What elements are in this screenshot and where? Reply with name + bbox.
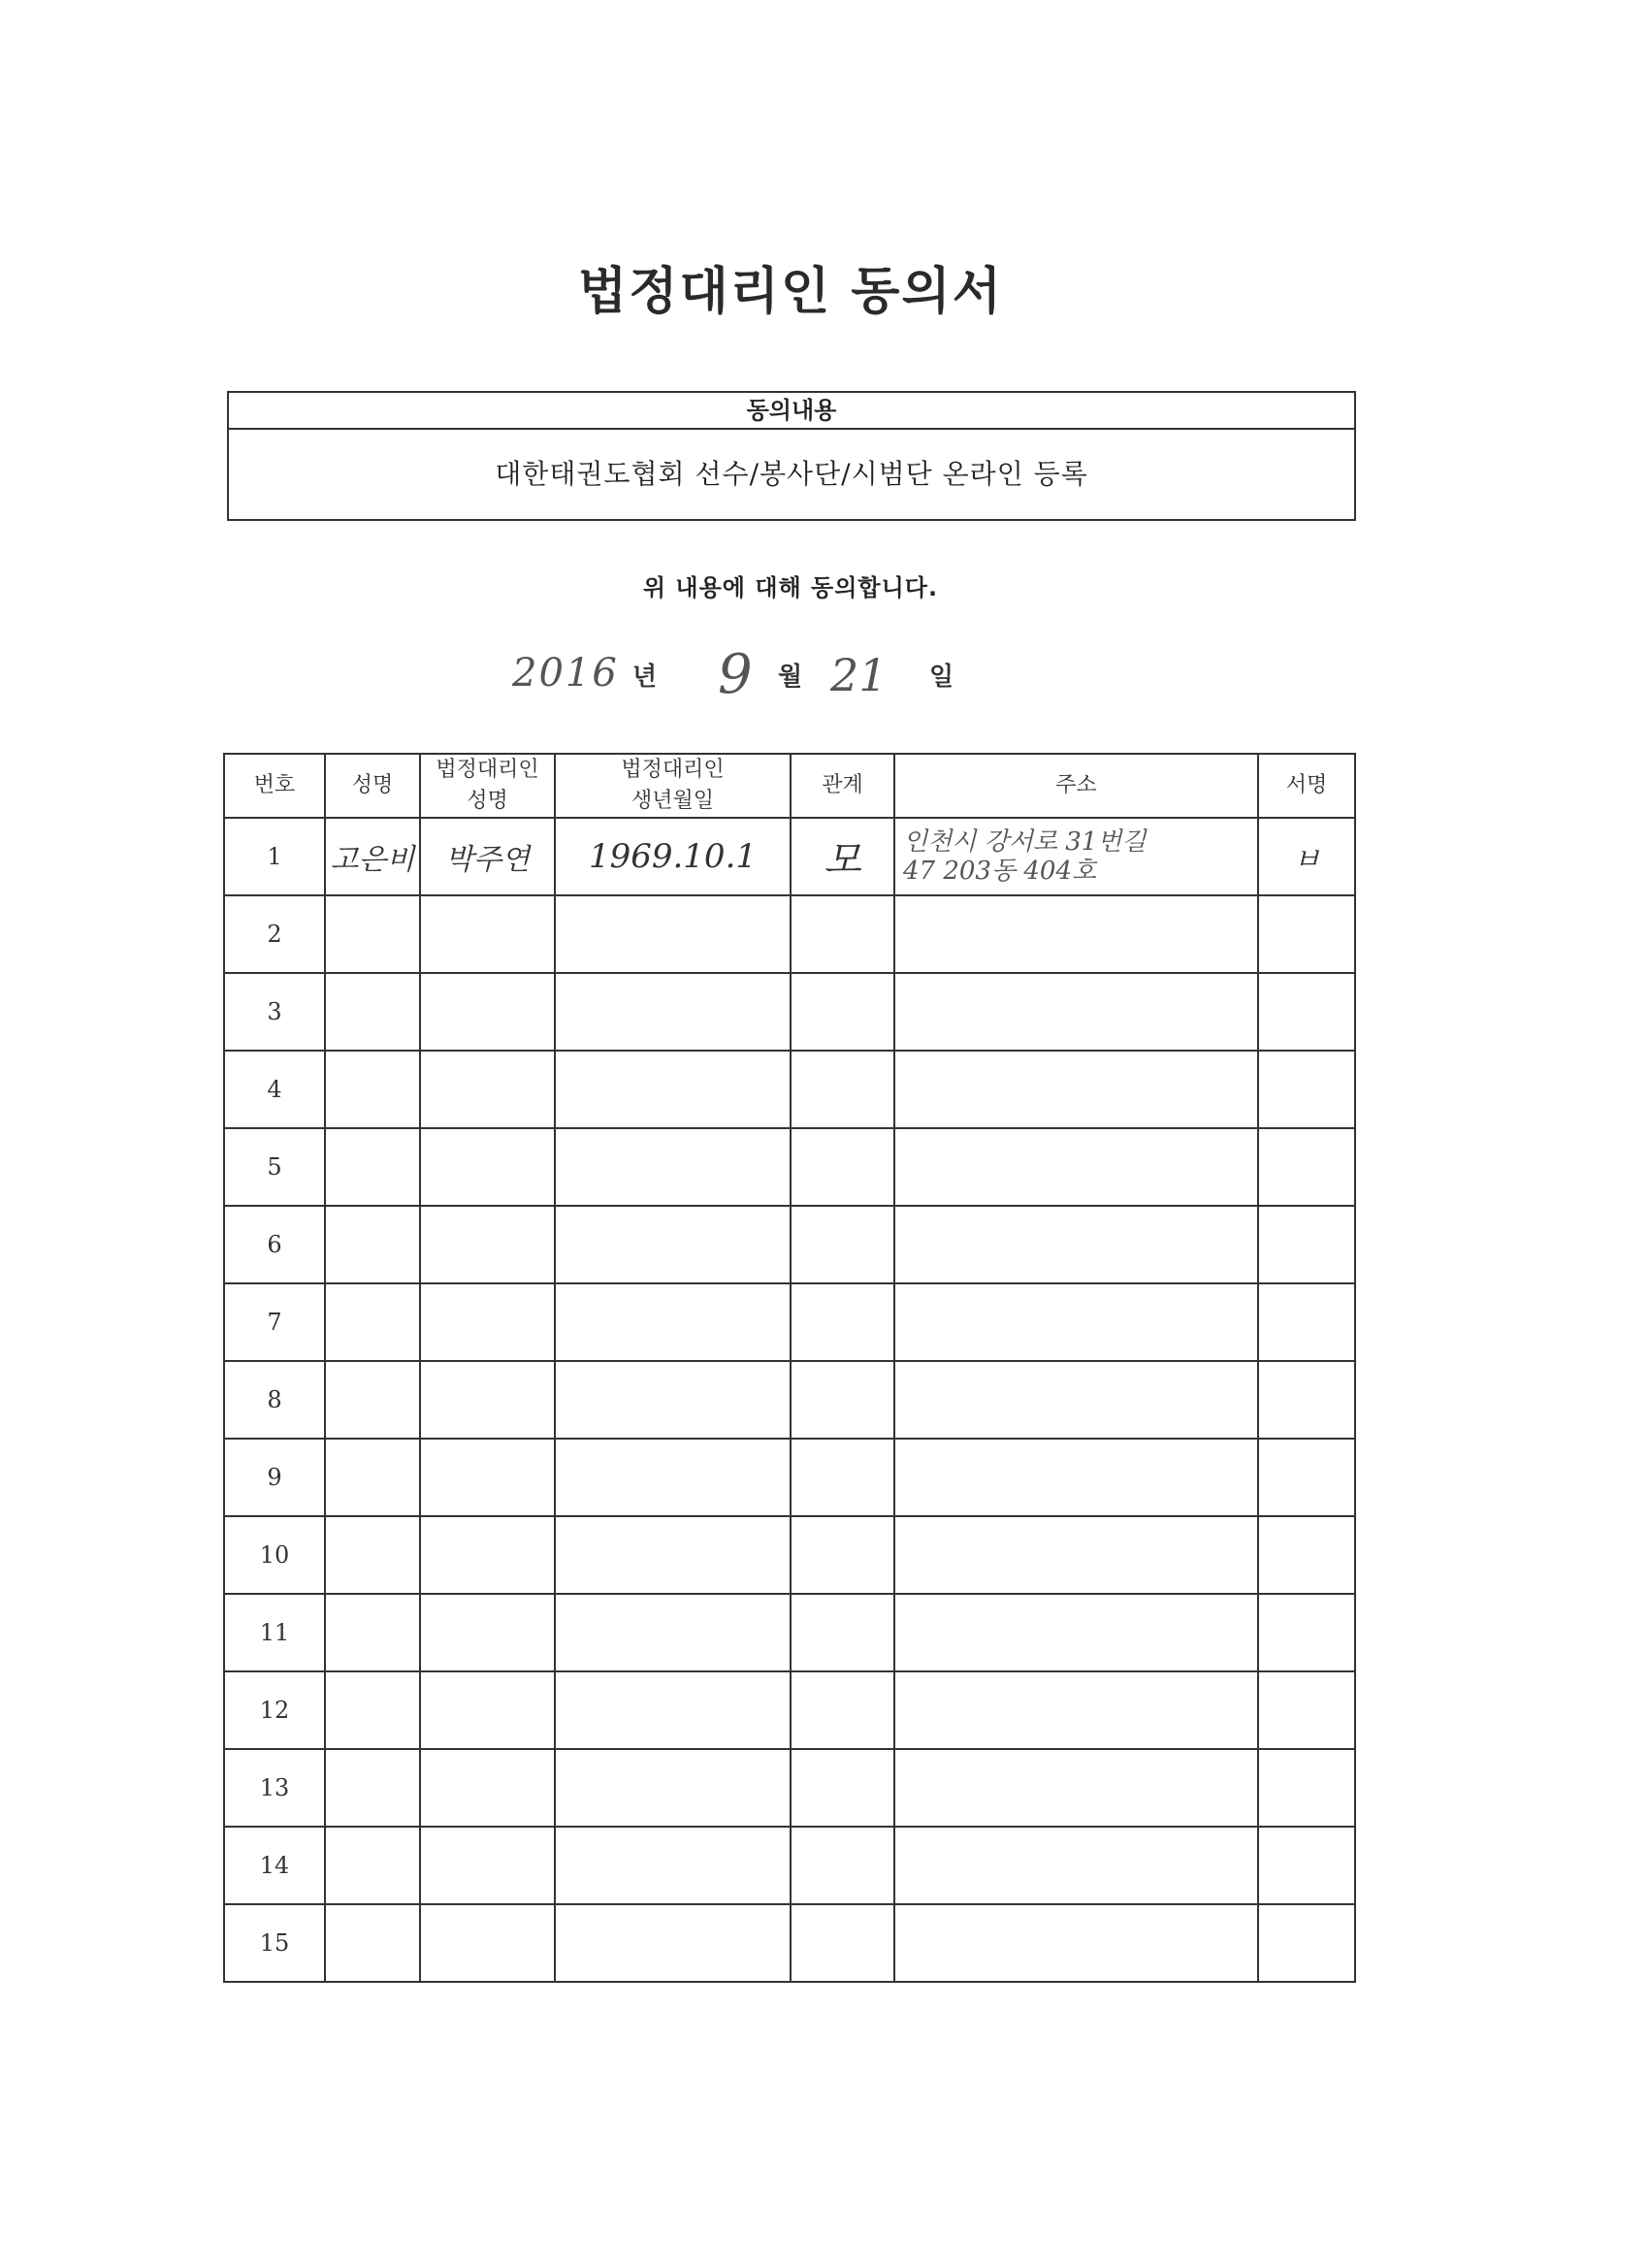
signature-cell	[1258, 1439, 1355, 1516]
member-table	[223, 753, 1356, 1983]
member-name-cell	[325, 1361, 420, 1439]
relation-cell	[791, 1206, 894, 1283]
relation-cell	[791, 1904, 894, 1982]
address-cell	[894, 1361, 1258, 1439]
signature-cell	[1258, 1206, 1355, 1283]
relation-cell	[791, 1361, 894, 1439]
address-cell	[894, 1594, 1258, 1671]
table-header-row	[224, 754, 1355, 818]
date-month-handwritten: 9	[718, 643, 753, 706]
relation-cell	[791, 1439, 894, 1516]
guardian-birth-cell	[555, 1051, 791, 1128]
member-name-cell	[325, 1749, 420, 1827]
header-guardian-name-line1: 법정대리인	[436, 758, 539, 782]
row-number-cell: 3	[224, 973, 325, 1051]
relation-cell	[791, 1749, 894, 1827]
guardian-name-cell	[420, 1904, 555, 1982]
guardian-birth-cell	[555, 1749, 791, 1827]
member-name-cell	[325, 1206, 420, 1283]
guardian-birth-cell	[555, 1206, 791, 1283]
table-row	[224, 973, 1355, 1051]
guardian-name-cell	[420, 1516, 555, 1594]
table-row	[224, 1904, 1355, 1982]
guardian-name-cell: 박주연	[420, 818, 555, 895]
address-cell	[894, 1904, 1258, 1982]
table-row	[224, 818, 1355, 895]
guardian-name-cell	[420, 1439, 555, 1516]
header-guardian-birth-line2: 생년월일	[630, 789, 714, 813]
table-row	[224, 1671, 1355, 1749]
row-number-cell: 14	[224, 1827, 325, 1904]
guardian-name-cell	[420, 1206, 555, 1283]
table-body	[224, 818, 1355, 1982]
row-number-cell: 2	[224, 895, 325, 973]
date-month-unit: 월	[778, 663, 803, 692]
member-name-cell	[325, 973, 420, 1051]
signature-cell	[1258, 1051, 1355, 1128]
relation-cell	[791, 1051, 894, 1128]
address-cell	[894, 1439, 1258, 1516]
signature-cell	[1258, 1128, 1355, 1206]
signature-cell	[1258, 1827, 1355, 1904]
guardian-name-cell	[420, 895, 555, 973]
member-name-cell	[325, 1904, 420, 1982]
row-number-cell: 1	[224, 818, 325, 895]
address-cell	[894, 973, 1258, 1051]
table-row	[224, 1516, 1355, 1594]
address-line-2: 47 203동 404호	[903, 857, 1097, 886]
address-cell	[894, 1749, 1258, 1827]
signature-cell	[1258, 1516, 1355, 1594]
row-number-cell: 9	[224, 1439, 325, 1516]
relation-cell: 모	[791, 818, 894, 895]
relation-cell	[791, 1283, 894, 1361]
signature-cell	[1258, 973, 1355, 1051]
header-relation: 관계	[791, 754, 894, 818]
member-name-cell	[325, 1827, 420, 1904]
table-row	[224, 895, 1355, 973]
signature-cell	[1258, 1671, 1355, 1749]
guardian-birth-cell	[555, 973, 791, 1051]
row-number-cell: 5	[224, 1128, 325, 1206]
signature-cell	[1258, 895, 1355, 973]
member-name-cell	[325, 1671, 420, 1749]
guardian-name-cell	[420, 1361, 555, 1439]
guardian-birth-cell	[555, 895, 791, 973]
guardian-birth-cell	[555, 1439, 791, 1516]
address-cell	[894, 1206, 1258, 1283]
row-number-cell: 15	[224, 1904, 325, 1982]
signature-cell: ㅂ	[1258, 818, 1355, 895]
address-cell	[894, 1051, 1258, 1128]
member-name-cell	[325, 1051, 420, 1128]
row-number-cell: 4	[224, 1051, 325, 1128]
header-address: 주소	[894, 754, 1258, 818]
table-row	[224, 1594, 1355, 1671]
date-day-handwritten: 21	[830, 649, 888, 701]
member-name-cell	[325, 1128, 420, 1206]
row-number-cell: 10	[224, 1516, 325, 1594]
row-number-cell: 12	[224, 1671, 325, 1749]
guardian-name-cell	[420, 1283, 555, 1361]
header-guardian-name	[420, 754, 555, 818]
signature-cell	[1258, 1904, 1355, 1982]
member-name-cell	[325, 895, 420, 973]
address-cell	[894, 1283, 1258, 1361]
guardian-name-cell	[420, 973, 555, 1051]
guardian-name-cell	[420, 1128, 555, 1206]
relation-cell	[791, 1594, 894, 1671]
table-row	[224, 1283, 1355, 1361]
address-cell	[894, 1128, 1258, 1206]
consent-header: 동의내용	[229, 393, 1354, 430]
address-cell	[894, 1671, 1258, 1749]
guardian-birth-cell	[555, 1827, 791, 1904]
guardian-birth-cell	[555, 1671, 791, 1749]
relation-cell	[791, 1671, 894, 1749]
table-row	[224, 1128, 1355, 1206]
row-number-cell: 11	[224, 1594, 325, 1671]
table-row	[224, 1051, 1355, 1128]
row-number-cell: 13	[224, 1749, 325, 1827]
date-line	[0, 643, 1649, 706]
member-name-cell	[325, 1594, 420, 1671]
row-number-cell: 6	[224, 1206, 325, 1283]
table-row	[224, 1749, 1355, 1827]
date-year-handwritten: 2016	[512, 651, 619, 696]
guardian-birth-cell	[555, 1283, 791, 1361]
member-name-cell	[325, 1283, 420, 1361]
member-name-cell: 고은비	[325, 818, 420, 895]
relation-cell	[791, 1827, 894, 1904]
guardian-name-cell	[420, 1749, 555, 1827]
address-cell	[894, 895, 1258, 973]
guardian-name-cell	[420, 1671, 555, 1749]
date-year-unit: 년	[632, 663, 658, 692]
member-name-cell	[325, 1439, 420, 1516]
guardian-birth-cell	[555, 1516, 791, 1594]
signature-cell	[1258, 1594, 1355, 1671]
guardian-name-cell	[420, 1594, 555, 1671]
relation-cell	[791, 973, 894, 1051]
table-row	[224, 1361, 1355, 1439]
address-cell	[894, 1827, 1258, 1904]
guardian-birth-cell	[555, 1361, 791, 1439]
header-guardian-birth-line1: 법정대리인	[621, 758, 725, 782]
header-guardian-name-line2: 성명	[467, 789, 508, 813]
address-cell	[894, 818, 1258, 895]
header-name: 성명	[325, 754, 420, 818]
member-name-cell	[325, 1516, 420, 1594]
guardian-birth-cell	[555, 1594, 791, 1671]
guardian-birth-cell	[555, 1128, 791, 1206]
relation-cell	[791, 1128, 894, 1206]
header-signature: 서명	[1258, 754, 1355, 818]
address-line-1: 인천시 강서로 31번길	[903, 827, 1147, 857]
table-row	[224, 1439, 1355, 1516]
document-title: 법정대리인 동의서	[578, 263, 1003, 321]
signature-cell	[1258, 1749, 1355, 1827]
relation-cell	[791, 895, 894, 973]
header-guardian-birth	[555, 754, 791, 818]
guardian-birth-cell: 1969.10.1	[555, 818, 791, 895]
table-row	[224, 1206, 1355, 1283]
row-number-cell: 7	[224, 1283, 325, 1361]
guardian-birth-cell	[555, 1904, 791, 1982]
address-cell	[894, 1516, 1258, 1594]
guardian-name-cell	[420, 1827, 555, 1904]
consent-body: 대한태권도협회 선수/봉사단/시범단 온라인 등록	[495, 458, 1088, 490]
signature-cell	[1258, 1283, 1355, 1361]
row-number-cell: 8	[224, 1361, 325, 1439]
agreement-statement: 위 내용에 대해 동의합니다.	[642, 574, 939, 601]
header-no: 번호	[224, 754, 325, 818]
relation-cell	[791, 1516, 894, 1594]
consent-content-box	[227, 391, 1356, 521]
signature-cell	[1258, 1361, 1355, 1439]
guardian-name-cell	[420, 1051, 555, 1128]
table-row	[224, 1827, 1355, 1904]
date-day-unit: 일	[929, 663, 954, 692]
